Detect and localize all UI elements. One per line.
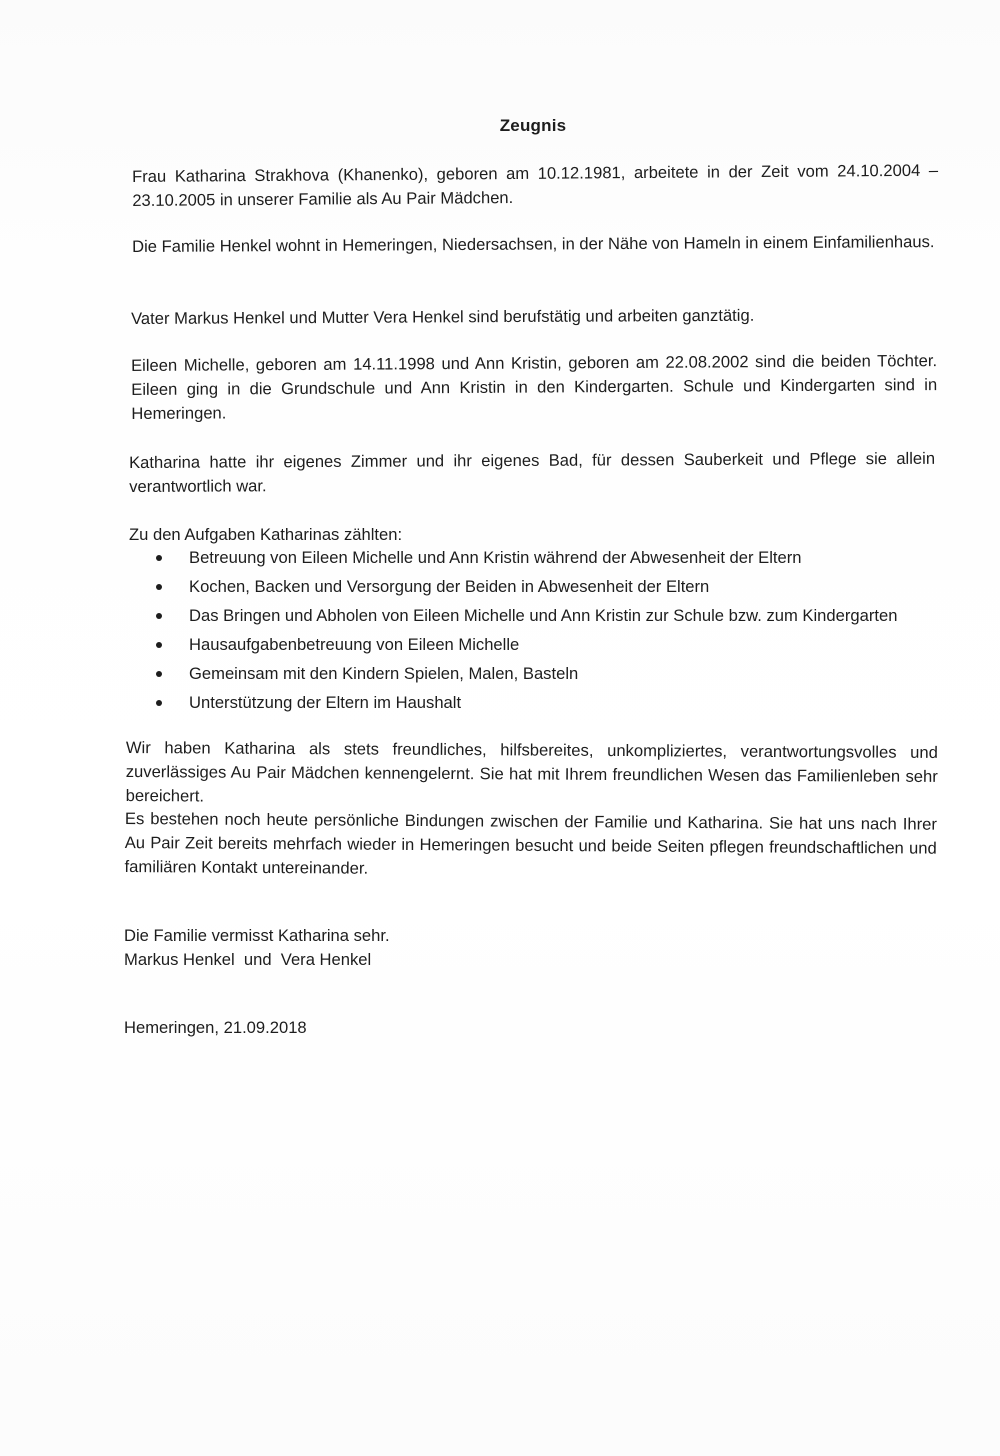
task-text: Hausaufgabenbetreuung von Eileen Michelle xyxy=(189,635,520,654)
list-item xyxy=(150,662,950,691)
closing-block xyxy=(124,924,624,972)
task-text: Das Bringen und Abholen von Eileen Michelle und Ann Kristin zur Schule bzw. zum Kindergarten xyxy=(189,606,898,625)
list-item xyxy=(150,575,950,604)
paragraph-employment-period: Frau Katharina Strakhova (Khanenko), geboren am 10.12.1981, arbeitete in der Zeit vom 24.10.2004 – 23.10.2005 in unserer Familie als Au Pair Mädchen. xyxy=(132,160,939,210)
paragraph-tasks-intro: Zu den Aufgaben Katharinas zählten: xyxy=(129,525,403,544)
bullet-icon xyxy=(156,555,162,561)
bullet-icon xyxy=(156,613,162,619)
task-text: Betreuung von Eileen Michelle und Ann Kristin während der Abwesenheit der Eltern xyxy=(189,548,802,567)
bullet-icon xyxy=(156,642,162,648)
paragraph-room: Katharina hatte ihr eigenes Zimmer und ihr eigenes Bad, für dessen Sauberkeit und Pflege sie allein verantwortlich war. xyxy=(129,448,936,496)
task-text: Unterstützung der Eltern im Haushalt xyxy=(189,693,462,712)
list-item xyxy=(150,633,950,662)
paragraph-ongoing-contact: Es bestehen noch heute persönliche Bindungen zwischen der Familie und Katharina. Sie hat uns nach Ihrer Au Pair Zeit bereits mehrfach wieder in Hemeringen besucht und beide Seiten pflegen freundschaftlichen und familiären Kontakt untereinander. xyxy=(124,808,937,878)
task-text: Kochen, Backen und Versorgung der Beiden in Abwesenheit der Eltern xyxy=(189,577,710,596)
closing-line: Die Familie vermisst Katharina sehr. xyxy=(124,926,390,945)
bullet-icon xyxy=(156,671,162,677)
list-item xyxy=(150,604,950,633)
bullet-icon xyxy=(156,584,162,590)
paragraph-parents: Vater Markus Henkel und Mutter Vera Henkel sind berufstätig und arbeiten ganztätig. xyxy=(131,305,755,328)
signature-names: Markus Henkel und Vera Henkel xyxy=(124,950,372,969)
document-title: Zeugnis xyxy=(499,116,567,135)
paragraph-assessment: Wir haben Katharina als stets freundliches, hilfsbereites, unkompliziertes, verantwortungsvolles und zuverlässiges Au Pair Mädchen kennengelernt. Sie hat mit Ihrem freundlichen Wesen das Familienleben sehr bereichert. xyxy=(125,737,938,806)
list-item xyxy=(150,691,950,720)
place-and-date: Hemeringen, 21.09.2018 xyxy=(124,1018,307,1037)
task-text: Gemeinsam mit den Kindern Spielen, Malen, Basteln xyxy=(189,664,579,683)
paragraph-children: Eileen Michelle, geboren am 14.11.1998 und Ann Kristin, geboren am 22.08.2002 sind die beiden Töchter. Eileen ging in die Grundschule und Ann Kristin in den Kindergarten. Schule und Kindergarten sind in Hemeringen. xyxy=(131,351,938,423)
paragraph-family-residence: Die Familie Henkel wohnt in Hemeringen, Niedersachsen, in der Nähe von Hameln in einem Einfamilienhaus. xyxy=(132,232,935,256)
list-item xyxy=(150,546,950,575)
bullet-icon xyxy=(156,700,162,706)
tasks-list xyxy=(150,546,950,720)
